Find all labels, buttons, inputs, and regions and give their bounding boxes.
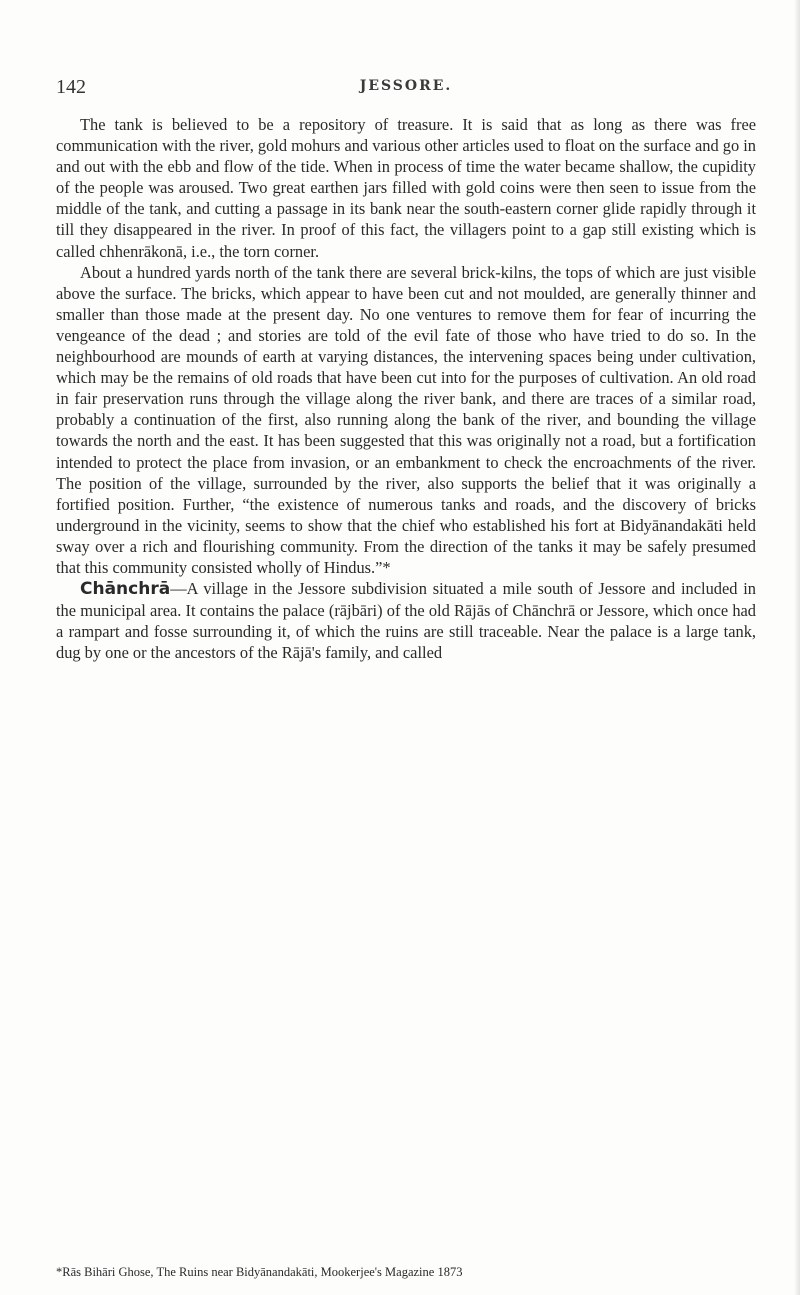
footnote: *Rās Bihāri Ghose, The Ruins near Bidyānandakāti, Mookerjee's Magazine 1873 [56, 1265, 463, 1279]
paragraph-treasure-tank: The tank is believed to be a repository of treasure. It is said that as long as there was free communication with the river, gold mohurs and various other articles used to float on the surface and go in and out with the ebb and flow of the tide. When in process of time the water became shallow, the cupidity of the people was aroused. Two great earthen jars filled with gold coins were then seen to issue from the middle of the tank, and cutting a passage in its bank near the south-eastern corner glide rapidly through it till they disappeared in the river. In proof of this fact, the villagers point to a gap still existing which is called chhenrākonā, i.e., the torn corner. [56, 115, 756, 261]
paragraph-brick-kilns: About a hundred yards north of the tank there are several brick-kilns, the tops of which are just visible above the surface. The bricks, which appear to have been cut and not moulded, are generally thinner and smaller than those made at the present day. No one ventures to remove them for fear of incurring the vengeance of the dead ; and stories are told of the evil fate of those who have tried to do so. In the neighbourhood are mounds of earth at varying distances, the intervening spaces being under cultivation, which may be the remains of old roads that have been cut into for the purposes of cultivation. An old road in fair preservation runs through the village along the river bank, and there are traces of a similar road, probably a continuation of the first, also running along the bank of the river, and bounding the village towards the north and the east. It has been suggested that this was originally not a road, but a fortification intended to protect the place from invasion, or an embankment to check the encroachments of the river. The position of the village, surrounded by the river, also supports the belief that it was originally a fortified position. Further, “the existence of numerous tanks and roads, and the discovery of bricks underground in the vicinity, seems to show that the chief who established his fort at Bidyānandakāti held sway over a rich and flourishing community. From the direction of the tanks it may be safely presumed that this community consisted wholly of Hindus.”* [56, 262, 756, 577]
running-header [56, 76, 756, 100]
entry-chanchra [56, 578, 756, 663]
main-text [56, 114, 756, 663]
page-edge-shadow [794, 0, 800, 1295]
page-number: 142 [56, 76, 86, 98]
running-title: JESSORE. [359, 78, 453, 94]
entry-heading: Chānchrā [80, 579, 171, 600]
entry-text: —A village in the Jessore subdivision situated a mile south of Jessore and included in the municipal area. It contains the palace (rājbāri) of the old Rājās of Chānchrā or Jessore, which once had a rampart and fosse surrounding it, of which the ruins are still traceable. Near the palace is a large tank, dug by one or the ancestors of the Rājā's family, and called [56, 579, 756, 663]
